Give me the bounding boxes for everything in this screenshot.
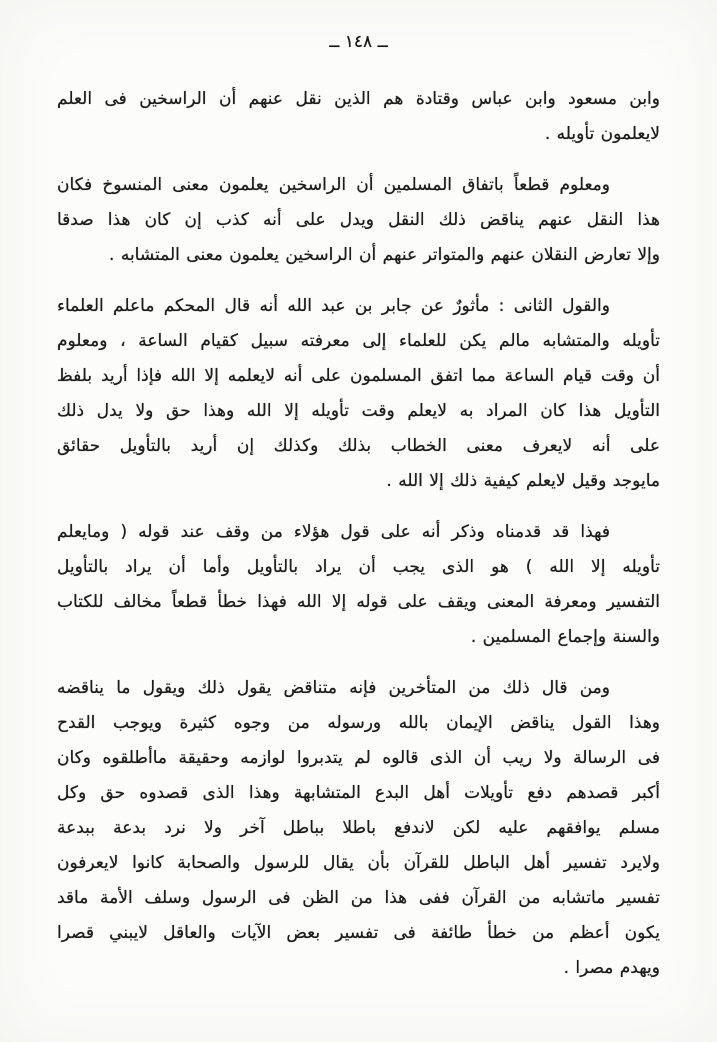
text-line: وهذا القول يناقض الإيمان بالله ورسوله من وجوه كثيرة ويوجب القدح bbox=[57, 713, 660, 733]
text-line: والقول الثانى : مأثورٌ عن جابر بن عبد الله أنه قال المحكم ماعلم العلماء bbox=[57, 296, 610, 316]
text-line: تأويله والمتشابه مالم يكن للعلماء إلى معرفته سبيل كقيام الساعة ، ومعلوم bbox=[57, 331, 660, 351]
text-line: ولايرد تفسير أهل الباطل للقرآن بأن يقال للرسول والصحابة كانوا لايعرفون bbox=[57, 853, 660, 873]
text-line: فى الرسالة ولا ريب أن الذى قالوه لم يتدبروا لوازمه وحقيقة ماأطلقوه وكان bbox=[57, 748, 660, 768]
text-line: تأويله إلا الله ) هو الذى يجب أن يراد بالتأويل وأما أن يراد بالتأويل bbox=[57, 557, 660, 577]
text-line: وابن مسعود وابن عباس وقتادة هم الذين نقل عنهم أن الراسخين فى العلم bbox=[57, 89, 660, 109]
text-line: لايعلمون تأويله . bbox=[544, 124, 660, 144]
paragraph bbox=[57, 289, 660, 499]
paragraph bbox=[57, 515, 660, 655]
text-line: والسنة وإجماع المسلمين . bbox=[470, 627, 660, 647]
text-line: على أنه لايعرف معنى الخطاب بذلك وكذلك إن أريد بالتأويل حقائق bbox=[57, 436, 660, 456]
text-line: مايوجد وقيل لايعلم كيفية ذلك إلا الله . bbox=[386, 471, 660, 491]
text-line: وإلا تعارض النقلان عنهم والمتواتر عنهم أن الراسخين يعلمون معنى المتشابه . bbox=[109, 245, 660, 265]
text-line: تفسير ماتشابه من القرآن ففى هذا من الظن فى الرسول وسلف الأمة ماقد bbox=[57, 888, 660, 908]
page-number: ــ ١٤٨ ــ bbox=[329, 32, 388, 52]
text-line: ومن قال ذلك من المتأخرين فإنه متناقض يقول ذلك ويقول ما يناقضه bbox=[57, 678, 610, 698]
text-line: فهذا قد قدمناه وذكر أنه على قول هؤلاء من وقف عند قوله ( ومايعلم bbox=[57, 522, 610, 542]
text-line: هذا النقل عنهم يناقض ذلك النقل ويدل على أنه كذب إن كان هذا صدقا bbox=[57, 210, 660, 230]
text-line: ومعلوم قطعاً باتفاق المسلمين أن الراسخين يعلمون معنى المنسوخ فكان bbox=[57, 175, 610, 195]
page-text bbox=[57, 82, 660, 986]
paragraph bbox=[57, 82, 660, 152]
paragraph bbox=[57, 671, 660, 986]
paragraph bbox=[57, 168, 660, 273]
text-line: التأويل هذا كان المراد به لايعلم وقت تأويله إلا الله وهذا حق ولا يدل ذلك bbox=[57, 401, 660, 421]
text-line: أكبر قصدهم دفع تأويلات أهل البدع المتشابهة وهذا الذى قصدوه حق وكل bbox=[57, 783, 660, 803]
text-line: ويهدم مصرا . bbox=[563, 958, 660, 978]
text-line: التفسير ومعرفة المعنى ويقف على قوله إلا الله فهذا خطأ قطعاً مخالف للكتاب bbox=[57, 592, 660, 612]
text-line: أن وقت قيام الساعة مما اتفق المسلمون على أنه لايعلمه إلا الله فإذا أريد بلفظ bbox=[57, 366, 660, 386]
text-line: يكون أعظم من خطأ طائفة فى تفسير بعض الآيات والعاقل لايبني قصرا bbox=[57, 923, 660, 943]
text-line: مسلم يوافقهم عليه لكن لاندفع باطلا بباطل آخر ولا نرد بدعة ببدعة bbox=[57, 818, 660, 838]
